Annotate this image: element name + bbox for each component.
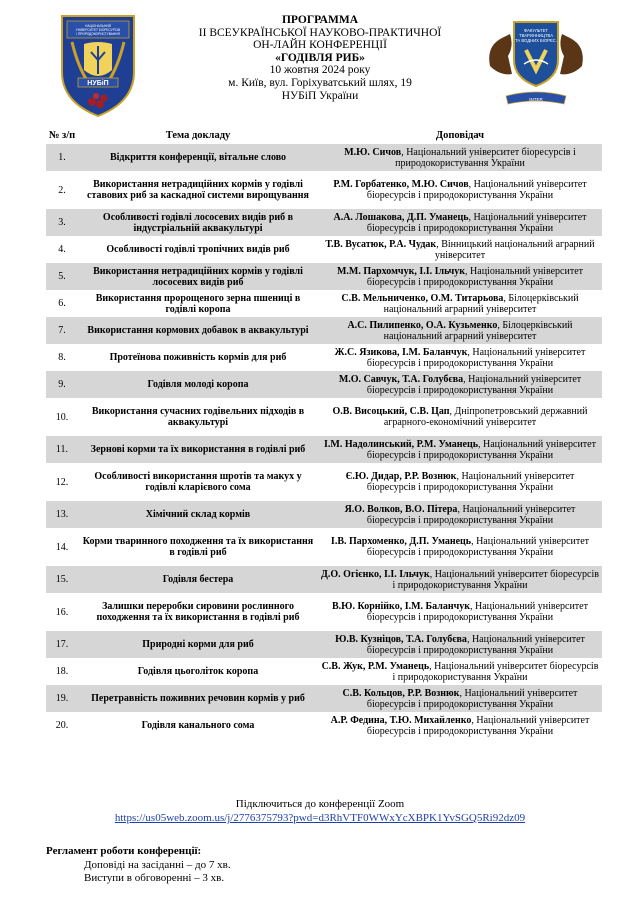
table-row bbox=[46, 344, 602, 371]
speaker-names: М.Ю. Сичов bbox=[344, 146, 402, 158]
svg-text:INTER: INTER bbox=[529, 97, 543, 102]
speaker-cell bbox=[318, 685, 602, 712]
zoom-link[interactable]: https://us05web.zoom.us/j/2776375793?pwd=d3RhVTF0WWxYcXBPK1YvSGQ5Ri92dz09 bbox=[114, 812, 526, 824]
speaker-affiliation: , Національний університет біоресурсів і природокористування України bbox=[366, 211, 587, 234]
row-number: 3. bbox=[46, 209, 78, 236]
speaker-names: Д.О. Огієнко, І.І. Ільчук bbox=[321, 568, 430, 580]
report-topic: Залишки переробки сировини рослинного походження та їх використання в годівлі риб bbox=[96, 601, 300, 624]
speaker-affiliation: , Білоцерківський національний аграрний університет bbox=[383, 292, 579, 315]
table-row bbox=[46, 290, 602, 317]
speaker-cell bbox=[318, 593, 602, 631]
col-speaker-header: Доповідач bbox=[435, 130, 485, 141]
speaker-names: А.С. Пилипенко, О.А. Кузьменко bbox=[347, 319, 498, 331]
row-number: 17. bbox=[46, 631, 78, 658]
report-topic: Хімічний склад кормів bbox=[78, 501, 318, 528]
table-row bbox=[46, 144, 602, 171]
speaker-names: М.О. Савчук, Т.А. Голубєва bbox=[338, 373, 464, 385]
row-number: 1. bbox=[46, 144, 78, 171]
speaker-names: Ж.С. Язикова, І.М. Баланчук bbox=[334, 346, 468, 358]
speaker-affiliation: , Національний університет біоресурсів і природокористування України bbox=[366, 179, 587, 202]
speaker-affiliation: , Національний університет біоресурсів і природокористування України bbox=[366, 633, 585, 656]
report-topic: Годівля цьоголіток коропа bbox=[137, 666, 259, 678]
table-row bbox=[46, 566, 602, 593]
speaker-cell bbox=[318, 566, 602, 593]
table-row bbox=[46, 398, 602, 436]
report-topic: Використання сучасних годівельних підходів в аквакультурі bbox=[91, 406, 305, 429]
speaker-names: О.В. Висоцький, С.В. Цап bbox=[332, 406, 450, 417]
table-row bbox=[46, 528, 602, 566]
row-number: 4. bbox=[58, 244, 66, 256]
table-row bbox=[46, 463, 602, 501]
report-topic: Зернові корми та їх використання в годівлі риб bbox=[78, 436, 318, 463]
speaker-affiliation: , Національний університет біоресурсів і природокористування України bbox=[366, 601, 588, 624]
program-header bbox=[150, 14, 490, 102]
col-topic-header: Тема докладу bbox=[165, 130, 231, 141]
speaker-affiliation: , Білоцерківський національний аграрний університет bbox=[383, 319, 573, 342]
report-topic: Корми тваринного походження та їх використання в годівлі риб bbox=[82, 536, 314, 559]
speaker-names: С.В. Мельниченко, О.М. Титарьова bbox=[341, 292, 504, 304]
report-topic: Протеїнова поживність кормів для риб bbox=[109, 352, 287, 364]
report-topic: Використання нетрадиційних кормів у годівлі ставових риб за каскадної системи вирощування bbox=[87, 179, 309, 202]
row-number: 10. bbox=[55, 411, 69, 423]
svg-text:І ПРИРОДОКОРИСТУВАННЯ: І ПРИРОДОКОРИСТУВАННЯ bbox=[76, 32, 120, 36]
row-number: 11. bbox=[46, 436, 78, 463]
speaker-cell bbox=[318, 236, 602, 263]
table-row bbox=[46, 317, 602, 344]
speaker-names: С.В. Жук, Р.М. Уманець bbox=[321, 660, 430, 672]
regulations-item: Виступи в обговоренні – 3 хв. bbox=[84, 872, 225, 884]
table-row bbox=[46, 171, 602, 209]
conference-name: «ГОДІВЛЯ РИБ» bbox=[275, 51, 365, 64]
speaker-names: А.А. Лошакова, Д.П. Уманець bbox=[333, 211, 469, 223]
svg-text:ТВАРИННИЦТВА: ТВАРИННИЦТВА bbox=[519, 33, 553, 38]
svg-text:УНІВЕРСИТЕТ БІОРЕСУРСІВ: УНІВЕРСИТЕТ БІОРЕСУРСІВ bbox=[75, 28, 121, 32]
speaker-affiliation: , Національний університет біоресурсів і природокористування України bbox=[366, 714, 590, 737]
speaker-cell bbox=[318, 317, 602, 344]
speaker-names: І.В. Пархоменко, Д.П. Уманець bbox=[330, 536, 472, 547]
speaker-cell bbox=[318, 209, 602, 236]
speaker-cell bbox=[318, 290, 602, 317]
row-number: 7. bbox=[46, 317, 78, 344]
report-topic: Використання кормових добавок в аквакультурі bbox=[78, 317, 318, 344]
regulations-title: Регламент роботи конференції: bbox=[46, 845, 202, 857]
table-row bbox=[46, 501, 602, 528]
table-row bbox=[46, 436, 602, 463]
speaker-affiliation: , Вінницький національний аграрний університет bbox=[434, 238, 595, 261]
speaker-cell bbox=[318, 436, 602, 463]
table-header-row bbox=[46, 128, 602, 144]
col-num-header: № з/п bbox=[48, 130, 76, 141]
speaker-affiliation: , Дніпропетровський державний аграрного-економічний університет bbox=[383, 406, 588, 429]
svg-text:НУБіП: НУБіП bbox=[87, 80, 109, 87]
row-number: 5. bbox=[46, 263, 78, 290]
report-topic: Використання пророщеного зерна пшениці в годівлі коропа bbox=[95, 292, 301, 315]
report-topic: Годівля канального сома bbox=[141, 720, 255, 732]
svg-text:НАЦІОНАЛЬНИЙ: НАЦІОНАЛЬНИЙ bbox=[85, 24, 111, 28]
report-topic: Використання нетрадиційних кормів у годівлі лососевих видів риб bbox=[78, 263, 318, 290]
conference-line-1: ІІ ВСЕУКРАЇНСЬКОЇ НАУКОВО-ПРАКТИЧНОЇ bbox=[198, 26, 442, 39]
report-topic: Особливості використання шротів та макух у годівлі кларієвого сома bbox=[94, 471, 302, 494]
table-row bbox=[46, 209, 602, 236]
speaker-cell bbox=[318, 263, 602, 290]
speaker-affiliation: , Національний університет біоресурсів і природокористування України bbox=[366, 265, 584, 288]
speaker-affiliation: , Національний університет біоресурсів і природокористування України bbox=[366, 687, 578, 710]
zoom-info bbox=[40, 797, 600, 825]
program-title: ПРОГРАММА bbox=[281, 14, 359, 26]
speaker-cell bbox=[318, 371, 602, 398]
table-row bbox=[46, 263, 602, 290]
row-number: 8. bbox=[58, 352, 66, 364]
table-row bbox=[46, 712, 602, 739]
row-number: 18. bbox=[55, 666, 69, 678]
table-row bbox=[46, 631, 602, 658]
speaker-names: Р.М. Горбатенко, М.Ю. Сичов bbox=[333, 179, 469, 190]
row-number: 14. bbox=[55, 541, 69, 553]
conference-date: 10 жовтня 2024 року bbox=[269, 64, 371, 77]
speaker-affiliation: , Національний університет біоресурсів і природокористування України bbox=[395, 146, 576, 169]
speaker-cell bbox=[318, 144, 602, 171]
speaker-names: В.Ю. Корнійко, І.М. Баланчук bbox=[332, 601, 470, 612]
row-number: 16. bbox=[55, 606, 69, 618]
speaker-cell bbox=[318, 501, 602, 528]
row-number: 13. bbox=[46, 501, 78, 528]
speaker-affiliation: , Національний університет біоресурсів і природокористування України bbox=[366, 536, 590, 559]
report-topic: Відкриття конференції, вітальне слово bbox=[78, 144, 318, 171]
speaker-affiliation: , Національний університет біоресурсів і природокористування України bbox=[366, 346, 586, 369]
speaker-affiliation: , Національний університет біоресурсів і природокористування України bbox=[366, 373, 582, 396]
speaker-names: Т.В. Вусатюк, Р.А. Чудак bbox=[325, 238, 437, 250]
table-row bbox=[46, 658, 602, 685]
report-topic: Особливості годівлі лососевих видів риб в індустріальній аквакультурі bbox=[78, 209, 318, 236]
speaker-names: І.М. Надолинський, Р.М. Уманець bbox=[324, 438, 478, 450]
svg-text:ФАКУЛЬТЕТ: ФАКУЛЬТЕТ bbox=[524, 28, 548, 33]
row-number: 20. bbox=[55, 720, 69, 732]
speaker-cell bbox=[318, 463, 602, 501]
conference-address: м. Київ, вул. Горіхуватський шлях, 19 bbox=[228, 76, 412, 89]
row-number: 9. bbox=[46, 371, 78, 398]
speaker-names: А.Р. Федина, Т.Ю. Михайленко bbox=[330, 714, 472, 726]
speaker-affiliation: , Національний університет біоресурсів і природокористування України bbox=[366, 438, 596, 461]
row-number: 12. bbox=[55, 476, 69, 488]
speaker-names: Є.Ю. Дидар, Р.Р. Вознюк bbox=[345, 471, 457, 482]
row-number: 15. bbox=[46, 566, 78, 593]
program-table bbox=[46, 128, 602, 739]
table-row bbox=[46, 593, 602, 631]
speaker-names: Я.О. Волков, В.О. Пітера bbox=[344, 503, 458, 515]
row-number: 6. bbox=[58, 298, 66, 310]
conference-line-2: ОН-ЛАЙН КОНФЕРЕНЦІЇ bbox=[253, 39, 387, 52]
speaker-cell bbox=[318, 398, 602, 436]
report-topic: Годівля бестера bbox=[78, 566, 318, 593]
speaker-cell bbox=[318, 712, 602, 739]
zoom-connect-text: Підключиться до конференції Zoom bbox=[235, 798, 405, 810]
table-row bbox=[46, 371, 602, 398]
speaker-names: Ю.В. Кузніцов, Т.А. Голубєва bbox=[335, 633, 467, 645]
speaker-affiliation: , Національний університет біоресурсів і природокористування України bbox=[366, 503, 576, 526]
speaker-names: М.М. Пархомчук, І.І. Ільчук bbox=[336, 265, 466, 277]
report-topic: Природні корми для риб bbox=[78, 631, 318, 658]
speaker-affiliation: , Національний університет біоресурсів і природокористування України bbox=[392, 568, 599, 591]
conference-regulations bbox=[46, 845, 231, 886]
report-topic: Особливості годівлі тропічних видів риб bbox=[106, 244, 290, 256]
report-topic: Перетравність поживних речовин кормів у риб bbox=[78, 685, 318, 712]
svg-text:ТА ВОДНИХ БІОРЕС.: ТА ВОДНИХ БІОРЕС. bbox=[515, 38, 557, 43]
speaker-cell bbox=[318, 631, 602, 658]
row-number: 19. bbox=[46, 685, 78, 712]
speaker-affiliation: , Національний університет біоресурсів і природокористування України bbox=[392, 660, 599, 683]
speaker-affiliation: , Національний університет біоресурсів і природокористування України bbox=[366, 471, 575, 494]
report-topic: Годівля молоді коропа bbox=[78, 371, 318, 398]
speaker-names: С.В. Кольцов, Р.Р. Вознюк bbox=[342, 687, 460, 699]
regulations-item: Доповіді на засіданні – до 7 хв. bbox=[84, 858, 231, 871]
faculty-logo bbox=[480, 16, 592, 108]
row-number: 2. bbox=[58, 184, 66, 196]
conference-organizer: НУБіП України bbox=[281, 89, 359, 102]
speaker-cell bbox=[318, 528, 602, 566]
nubip-logo bbox=[58, 12, 138, 122]
table-row bbox=[46, 236, 602, 263]
table-row bbox=[46, 685, 602, 712]
speaker-cell bbox=[318, 344, 602, 371]
speaker-cell bbox=[318, 658, 602, 685]
speaker-cell bbox=[318, 171, 602, 209]
